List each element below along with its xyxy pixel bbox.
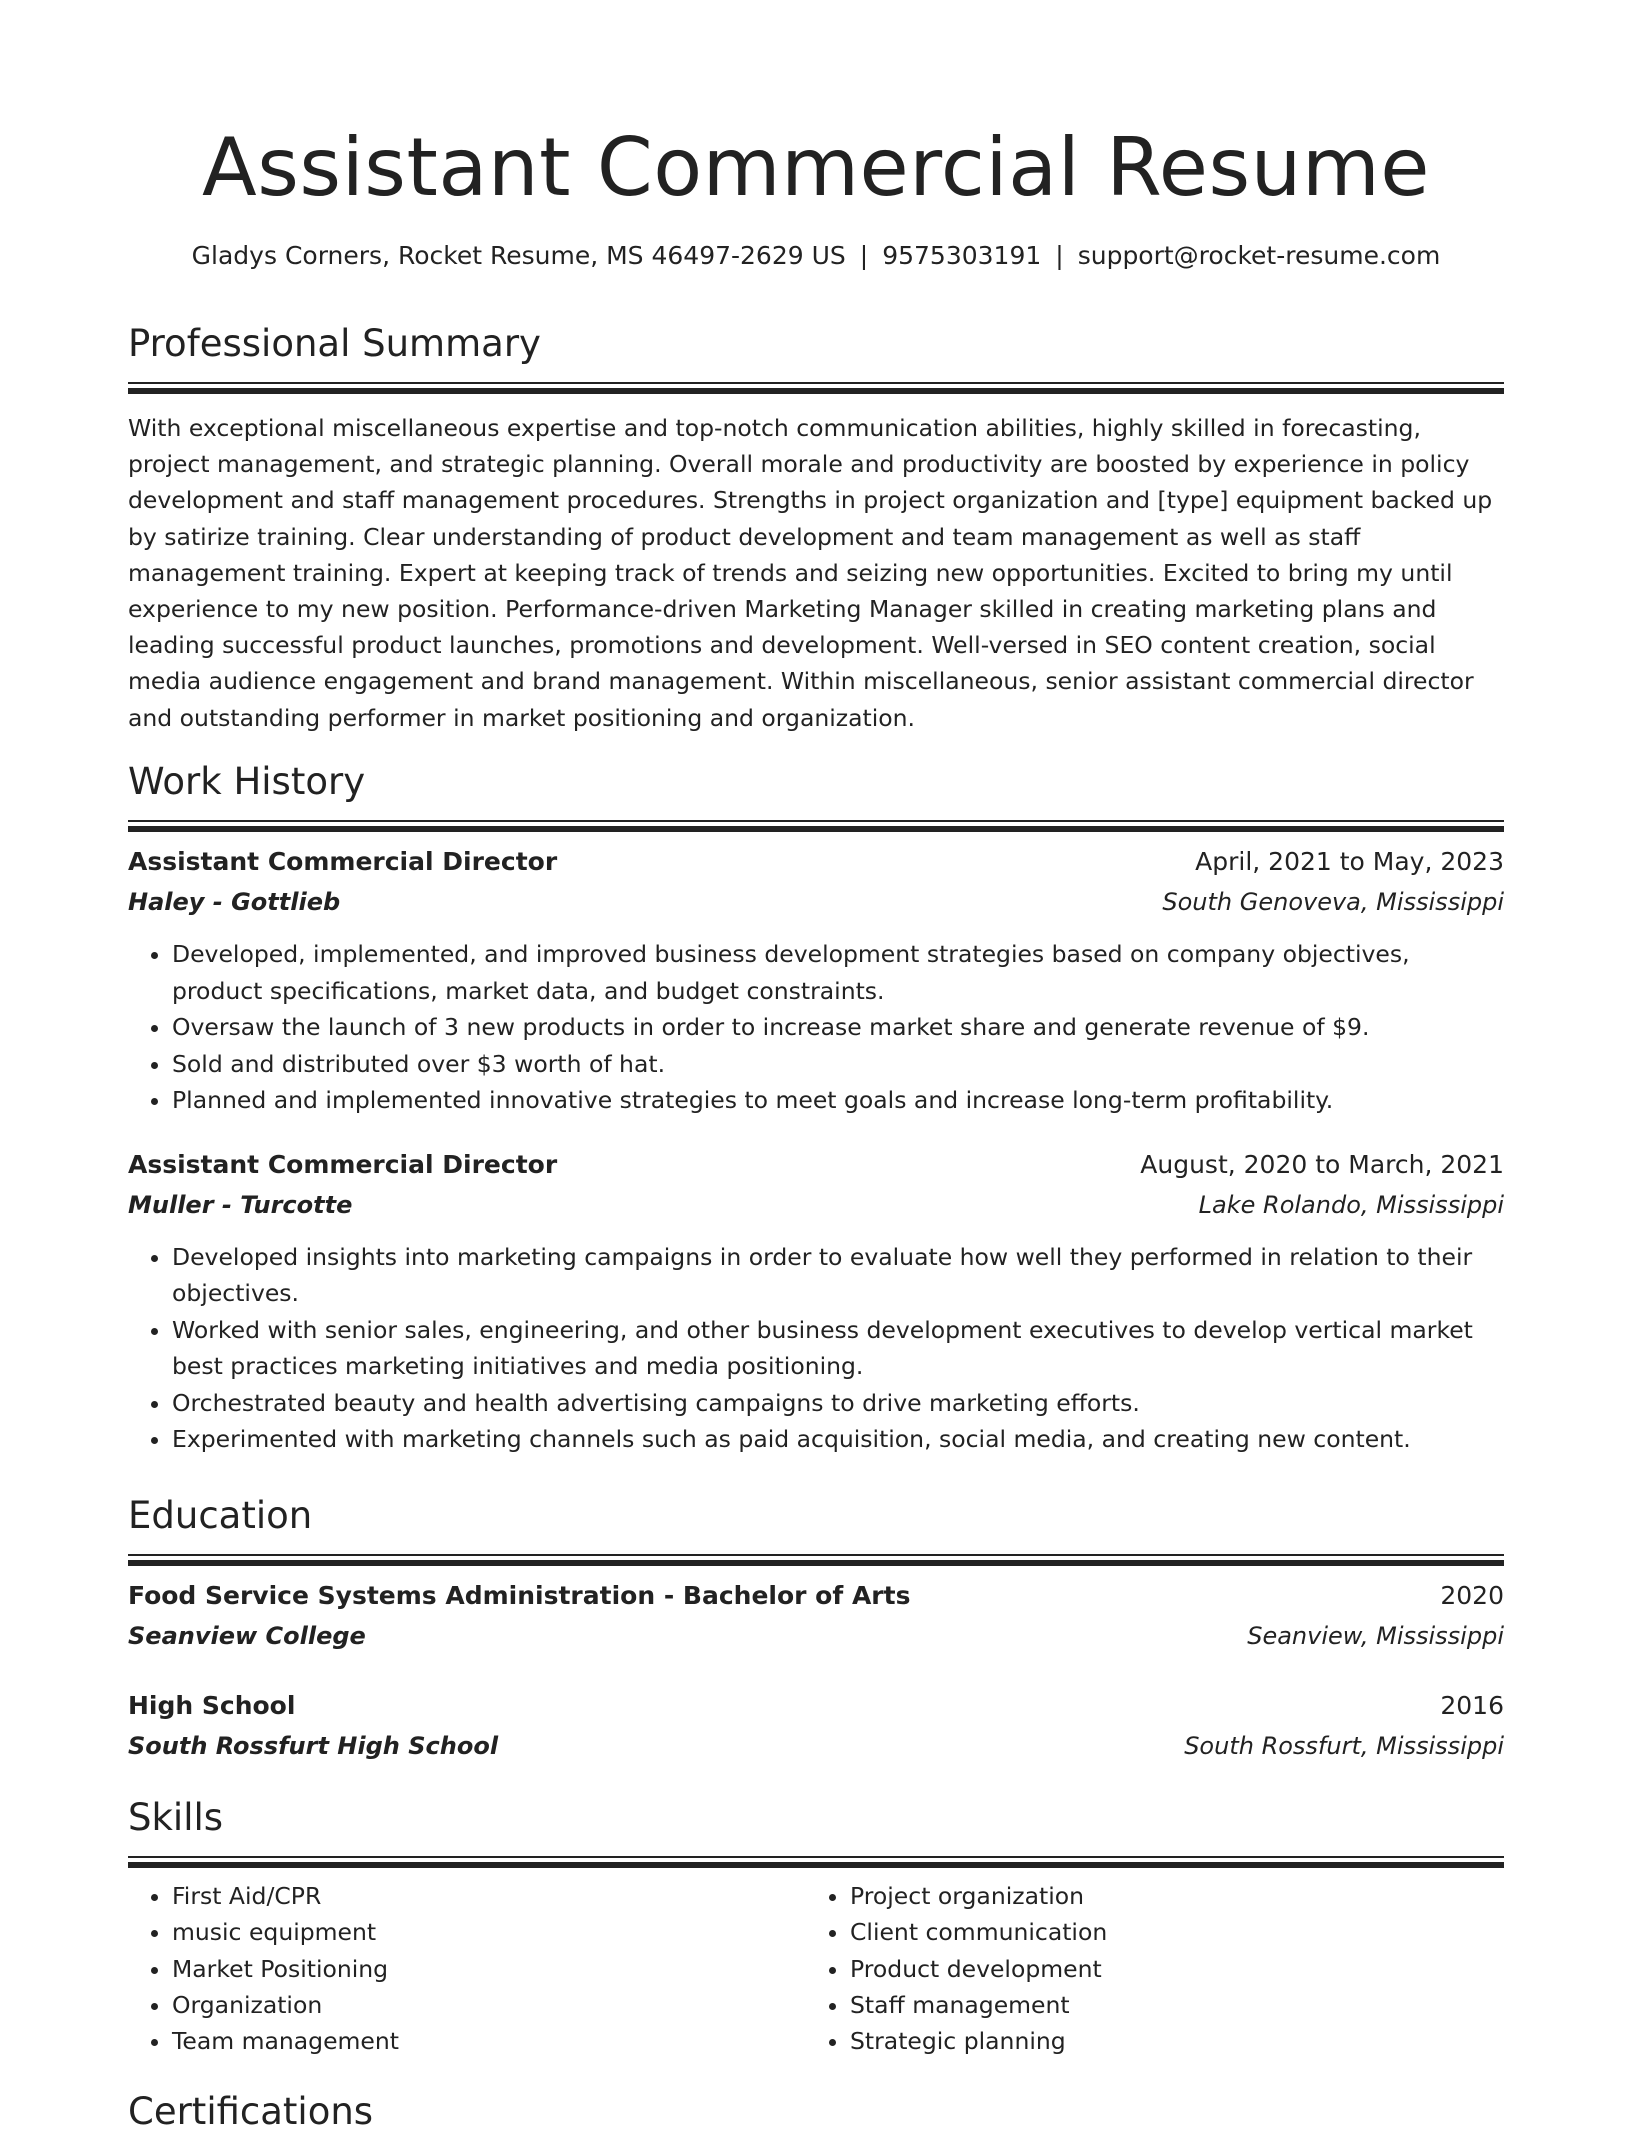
job-title-row <box>128 1145 1504 1185</box>
education-year: 2016 <box>1440 1691 1504 1720</box>
list-item: • Experimented with marketing channels such as paid acquisition, social media, and creating new content. <box>172 1421 1504 1458</box>
list-item: • Planned and implemented innovative strategies to meet goals and increase long-term profitability. <box>172 1082 1504 1119</box>
contact-separator: | <box>859 241 869 270</box>
education-school: Seanview College <box>128 1622 366 1650</box>
skill-item: • Organization <box>172 1987 806 2023</box>
education-school-row <box>128 1726 1504 1766</box>
skills-column-left <box>128 1878 806 2059</box>
list-item: • Oversaw the launch of 3 new products in order to increase market share and generate revenue of $9. <box>172 1009 1504 1046</box>
job-dates: April, 2021 to May, 2023 <box>1195 847 1504 876</box>
job-company-row <box>128 1185 1504 1225</box>
job-entry <box>128 842 1504 1119</box>
summary-text: With exceptional miscellaneous expertise and top-notch communication abilities, highly skilled in forecasting, project management, and strategic planning. Overall morale and productivity are boosted by experience in policy development and staff management procedures. Strengths in project organization and [type] equipment backed up by satirize training. Clear understanding of product development and team management as well as staff management training. Expert at keeping track of trends and seizing new opportunities. Excited to bring my until experience to my new position. Performance-driven Marketing Manager skilled in creating marketing plans and leading successful product launches, promotions and development. Well-versed in SEO content creation, social media audience engagement and brand management. Within miscellaneous, senior assistant commercial director and outstanding performer in market positioning and organization. <box>128 414 1493 732</box>
section-divider <box>128 1554 1504 1560</box>
skill-item: • Market Positioning <box>172 1951 806 1987</box>
job-company-row <box>128 882 1504 922</box>
section-heading-skills: Skills <box>128 1796 224 1839</box>
job-location: South Genoveva, Mississippi <box>1162 888 1504 916</box>
skills-section <box>128 1792 1504 2059</box>
skill-item: • Team management <box>172 2023 806 2059</box>
certifications-section <box>128 2086 1504 2138</box>
section-heading-education: Education <box>128 1494 313 1537</box>
education-school: South Rossfurt High School <box>128 1732 499 1760</box>
summary-section <box>128 318 1504 736</box>
job-company: Haley - Gottlieb <box>128 888 341 916</box>
education-year: 2020 <box>1440 1581 1504 1610</box>
education-degree: Food Service Systems Administration - Bachelor of Arts <box>128 1581 911 1610</box>
education-section <box>128 1490 1504 1766</box>
list-item: • Developed insights into marketing campaigns in order to evaluate how well they performed in relation to their objectives. <box>172 1239 1504 1312</box>
education-degree-row <box>128 1576 1504 1616</box>
education-entry <box>128 1686 1504 1766</box>
skill-item: • First Aid/CPR <box>172 1878 806 1914</box>
skill-item: • Staff management <box>850 1987 1484 2023</box>
section-heading-summary: Professional Summary <box>128 322 541 365</box>
job-bullets <box>128 1239 1504 1458</box>
job-title: Assistant Commercial Director <box>128 847 558 876</box>
list-item: • Sold and distributed over $3 worth of hat. <box>172 1046 1504 1083</box>
job-title-row <box>128 842 1504 882</box>
education-entry <box>128 1576 1504 1656</box>
job-title: Assistant Commercial Director <box>128 1149 558 1179</box>
skill-item: • Product development <box>850 1951 1484 1987</box>
contact-separator: | <box>1055 241 1064 270</box>
job-entry <box>128 1145 1504 1458</box>
skills-column-right <box>806 1878 1484 2059</box>
job-bullets <box>128 936 1504 1119</box>
contact-phone: 9575303191 <box>882 241 1042 270</box>
job-dates: August, 2020 to March, 2021 <box>1140 1149 1504 1179</box>
work-history-section <box>128 756 1504 1458</box>
list-item: • Worked with senior sales, engineering, and other business development executives to develop vertical market best practices marketing initiatives and media positioning. <box>172 1312 1504 1385</box>
section-divider <box>128 820 1504 826</box>
job-company: Muller - Turcotte <box>128 1190 353 1219</box>
section-divider <box>128 1856 1504 1862</box>
section-divider <box>128 382 1504 388</box>
skill-item: • Project organization <box>850 1878 1484 1914</box>
section-heading-work-history: Work History <box>128 760 366 803</box>
section-heading-certifications: Certifications <box>128 2090 374 2133</box>
education-location: Seanview, Mississippi <box>1247 1622 1504 1650</box>
job-location: Lake Rolando, Mississippi <box>1198 1190 1504 1219</box>
list-item: • Orchestrated beauty and health advertising campaigns to drive marketing efforts. <box>172 1385 1504 1422</box>
education-location: South Rossfurt, Mississippi <box>1184 1732 1504 1760</box>
skill-item: • Client communication <box>850 1914 1484 1950</box>
skill-item: • music equipment <box>172 1914 806 1950</box>
contact-line <box>128 238 1504 274</box>
education-degree: High School <box>128 1691 296 1720</box>
skills-columns <box>128 1878 1504 2059</box>
skill-item: • Strategic planning <box>850 2023 1484 2059</box>
contact-address: Gladys Corners, Rocket Resume, MS 46497-2629 US <box>191 241 846 270</box>
education-degree-row <box>128 1686 1504 1726</box>
contact-email: support@rocket-resume.com <box>1077 241 1441 270</box>
education-school-row <box>128 1616 1504 1656</box>
list-item: • Developed, implemented, and improved business development strategies based on company objectives, product specifications, market data, and budget constraints. <box>172 936 1504 1009</box>
page-title: Assistant Commercial Resume <box>201 121 1431 214</box>
